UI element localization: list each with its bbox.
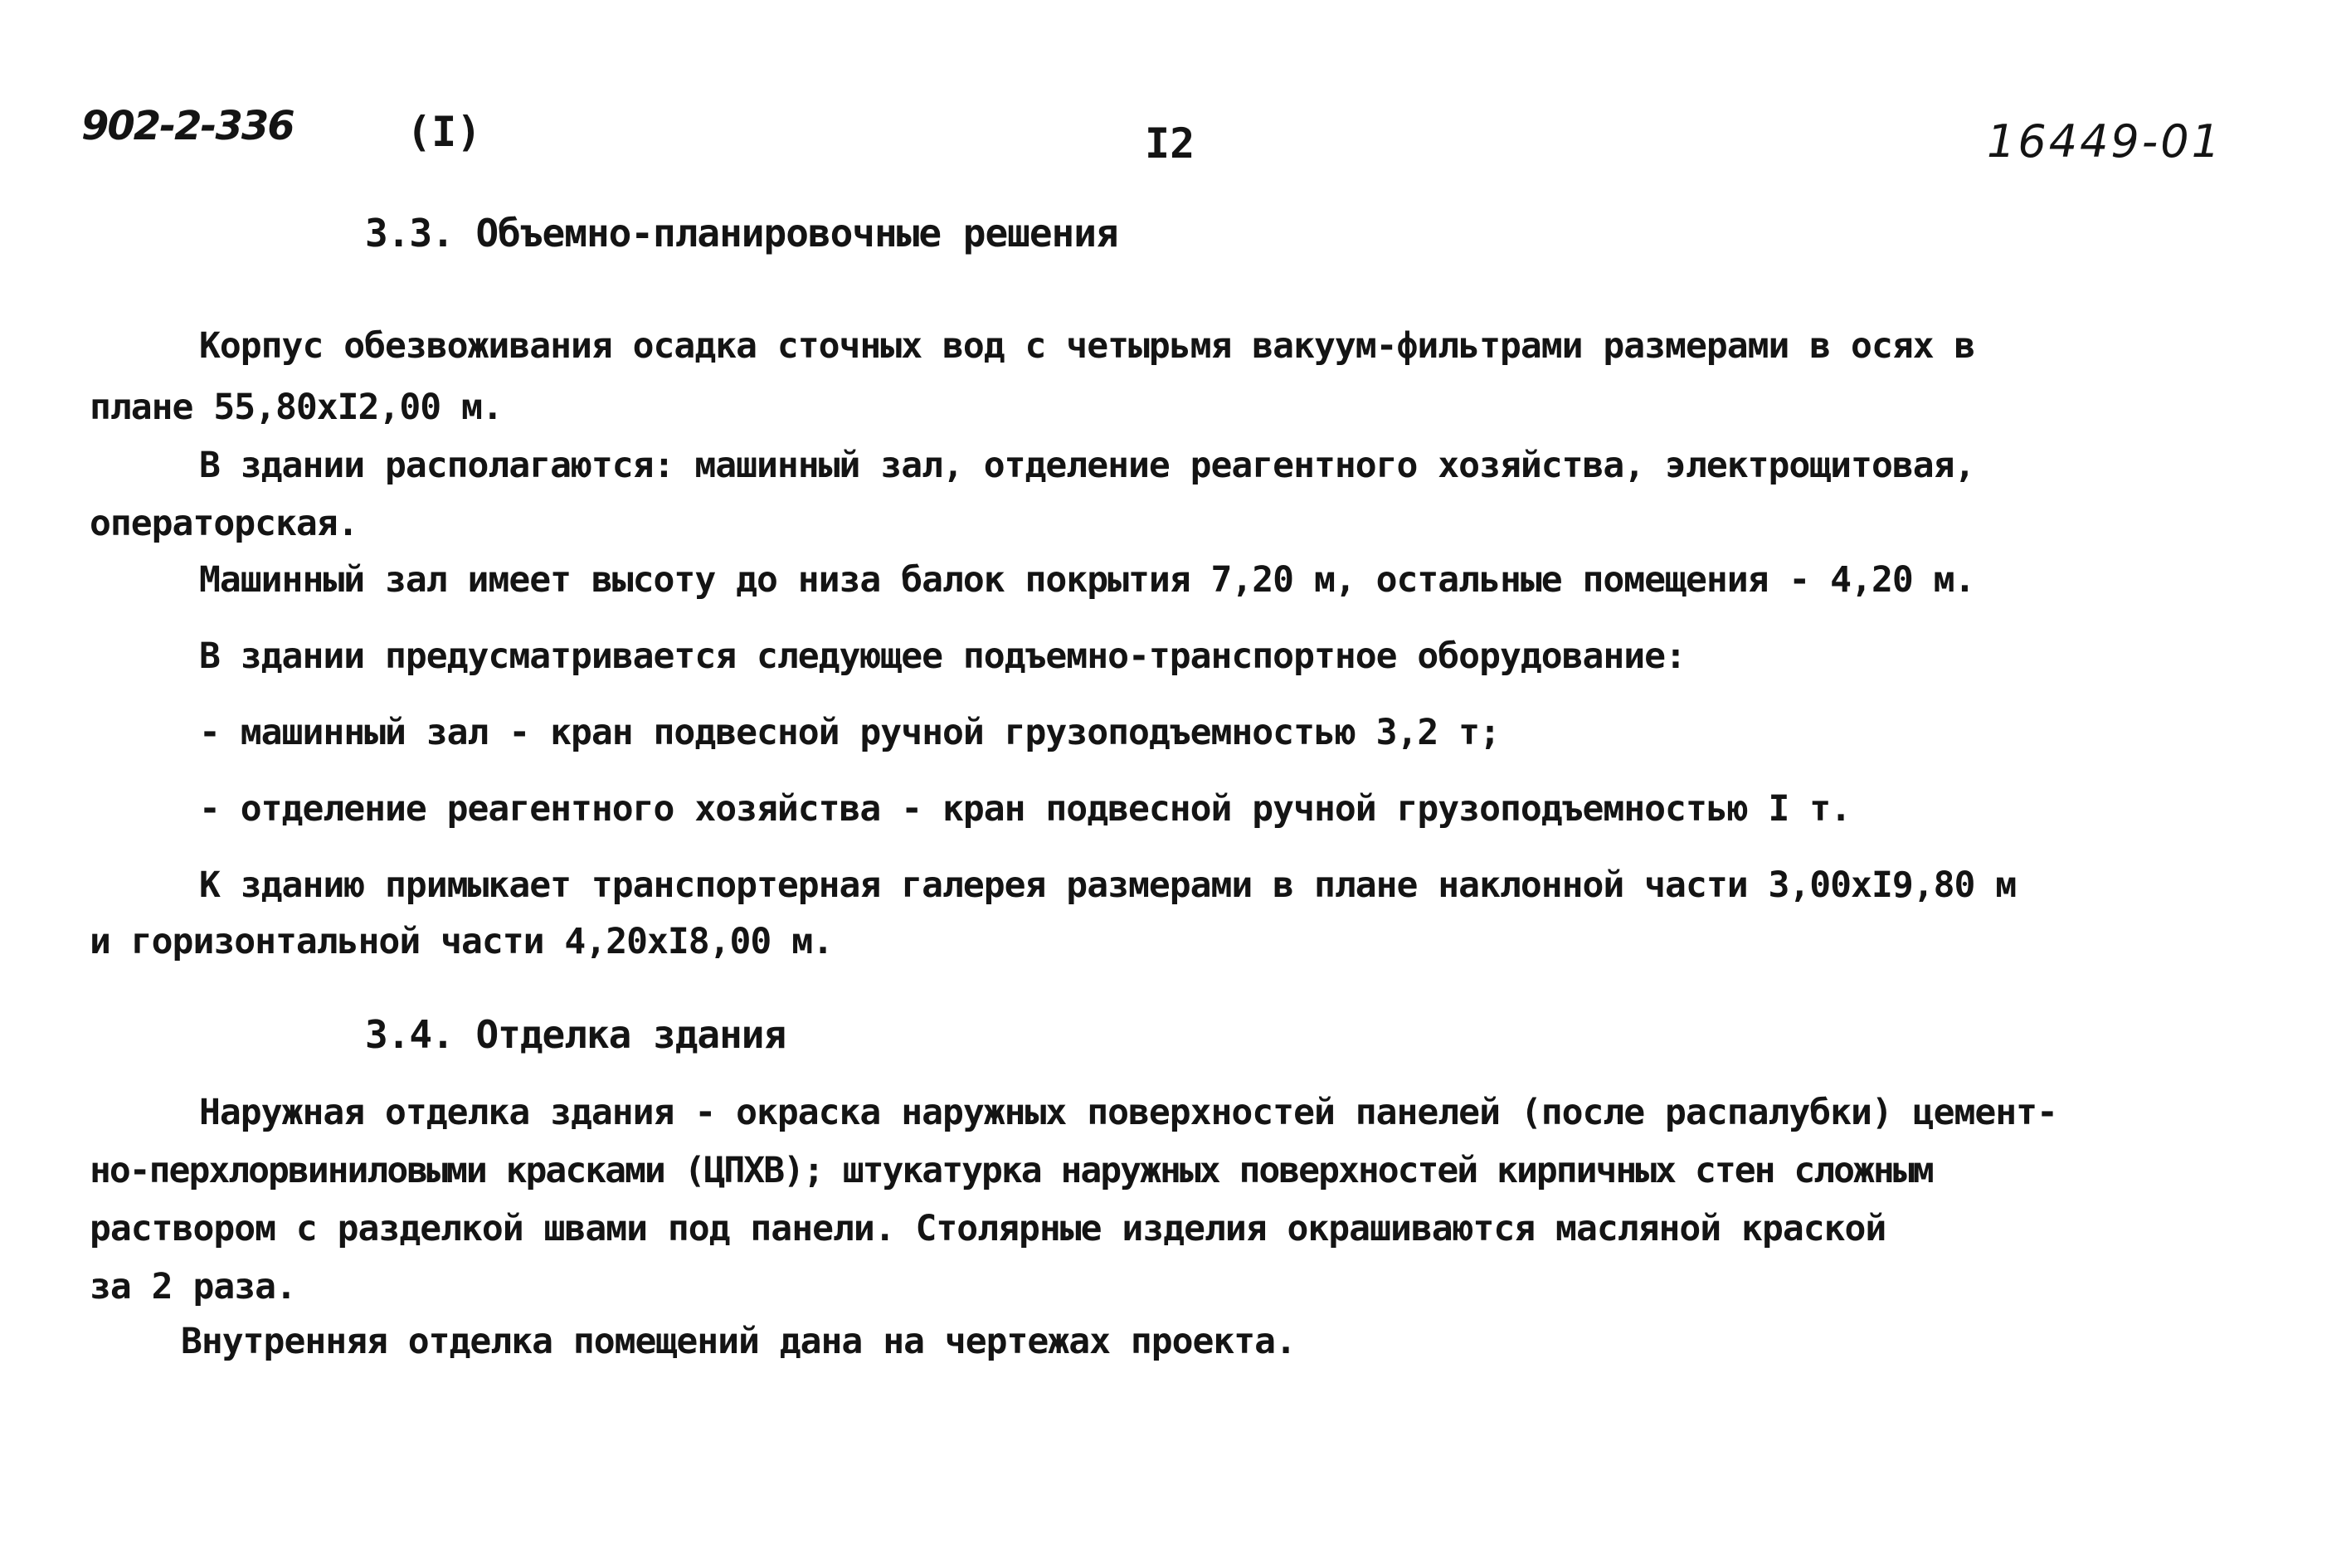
paragraph-line: К зданию примыкает транспортерная галерея размерами в плане наклонной части 3,00хI9,80 м (199, 864, 2017, 906)
page-number: I2 (1145, 119, 1195, 168)
paragraph-line: Машинный зал имеет высоту до низа балок покрытия 7,20 м, остальные помещения - 4,20 м. (199, 559, 1975, 601)
paragraph-line: В здании предусматривается следующее подъемно-транспортное оборудование: (199, 635, 1686, 677)
paragraph-line: плане 55,80хI2,00 м. (90, 387, 503, 428)
paragraph-line: за 2 раза. (90, 1266, 296, 1307)
paragraph-line: Внутренняя отделка помещений дана на чертежах проекта. (181, 1321, 1296, 1362)
paragraph-line: раствором с разделкой швами под панели. Столярные изделия окрашиваются масляной краской (90, 1208, 1886, 1249)
paragraph-line: В здании располагаются: машинный зал, отделение реагентного хозяйства, электрощитовая, (199, 445, 1975, 486)
paragraph-line: Корпус обезвоживания осадка сточных вод с четырьмя вакуум-фильтрами размерами в осях в (199, 325, 1975, 367)
document-number: 16449-01 (1987, 115, 2222, 168)
paragraph-line: Наружная отделка здания - окраска наружных поверхностей панелей (после распалубки) цемент- (199, 1092, 2057, 1133)
list-item: - отделение реагентного хозяйства - кран подвесной ручной грузоподъемностью I т. (199, 788, 1852, 830)
paragraph-line: операторская. (90, 503, 358, 544)
document-code: 902-2-336 (81, 103, 294, 149)
paragraph-line: и горизонтальной части 4,20хI8,00 м. (90, 921, 833, 962)
section-title-3-3: 3.3. Объемно-планировочные решения (365, 211, 1118, 256)
document-part: (I) (406, 108, 482, 156)
list-item: - машинный зал - кран подвесной ручной грузоподъемностью 3,2 т; (199, 712, 1500, 753)
paragraph-line: но-перхлорвиниловыми красками (ЦПХВ); штукатурка наружных поверхностей кирпичных стен сложным (90, 1150, 1933, 1191)
section-title-3-4: 3.4. Отделка здания (365, 1012, 786, 1057)
